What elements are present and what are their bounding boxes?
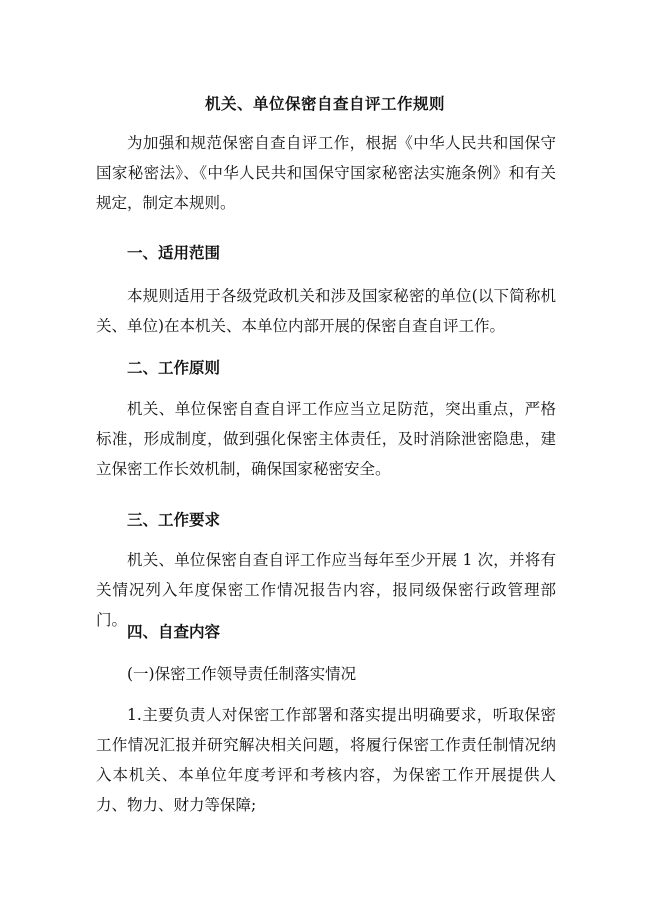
intro-paragraph: 为加强和规范保密自查自评工作，根据《中华人民共和国保守国家秘密法》、《中华人民共和国保守国家秘密法实施条例》和有关规定，制定本规则。 [96, 134, 556, 212]
requirements-paragraph: 机关、单位保密自查自评工作应当每年至少开展 1 次，并将有关情况列入年度保密工作情况报告内容，报同级保密行政管理部门。 [96, 551, 556, 629]
item-paragraph-1: 1.主要负责人对保密工作部署和落实提出明确要求，听取保密工作情况汇报并研究解决相关问题，将履行保密工作责任制情况纳入本机关、本单位年度考评和考核内容，为保密工作开展提供人力、物力、财力等保障; [96, 706, 556, 814]
section-heading-requirements: 三、工作要求 [127, 511, 221, 529]
section-heading-principles: 二、工作原则 [127, 359, 221, 377]
subsection-heading-leadership: (一)保密工作领导责任制落实情况 [127, 665, 357, 683]
section-heading-scope: 一、适用范围 [127, 244, 221, 262]
section-heading-content: 四、自查内容 [127, 623, 221, 641]
document-title: 机关、单位保密自查自评工作规则 [204, 95, 445, 113]
principles-paragraph: 机关、单位保密自查自评工作应当立足防范，突出重点，严格标准，形成制度，做到强化保密主体责任，及时消除泄密隐患，建立保密工作长效机制，确保国家秘密安全。 [96, 400, 556, 478]
scope-paragraph: 本规则适用于各级党政机关和涉及国家秘密的单位(以下简称机关、单位)在本机关、本单位内部开展的保密自查自评工作。 [96, 287, 556, 335]
